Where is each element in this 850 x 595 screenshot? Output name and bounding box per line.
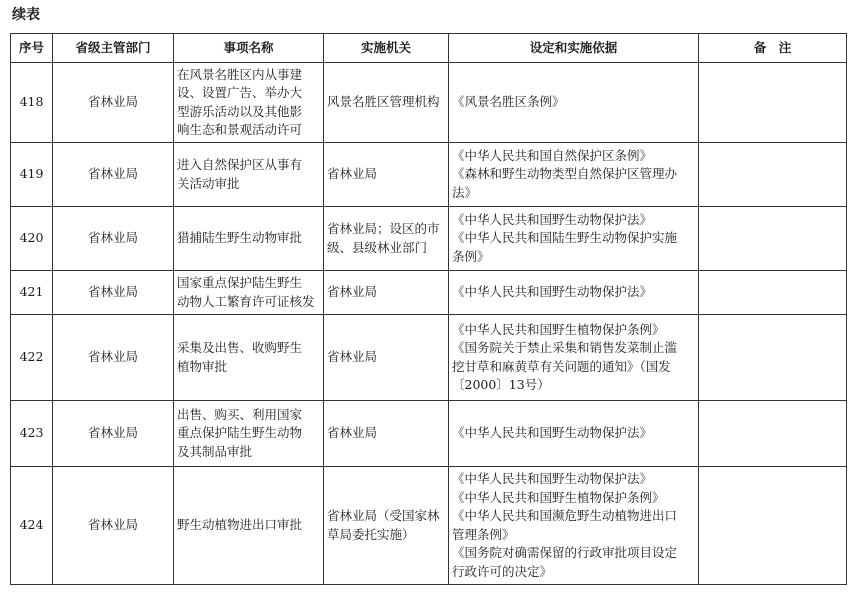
cell-basis-line: 《中华人民共和国濒危野生动植物进出口 xyxy=(452,508,678,523)
cell-item-line: 出售、购买、利用国家 xyxy=(177,406,303,422)
cell-agency-line: 草局委托实施） xyxy=(327,526,415,542)
cell-basis xyxy=(449,467,699,585)
cell-item xyxy=(174,271,324,315)
cell-dept: 省林业局 xyxy=(53,467,174,585)
cell-item-line: 关活动审批 xyxy=(177,175,240,191)
cell-dept: 省林业局 xyxy=(53,315,174,401)
cell-agency xyxy=(324,207,449,271)
table-row xyxy=(11,401,847,467)
cell-basis-line: 《中华人民共和国野生动物保护法》 xyxy=(452,471,653,486)
cell-seq: 418 xyxy=(11,63,53,143)
cell-remark xyxy=(699,271,847,315)
header-remark: 备 注 xyxy=(699,34,847,63)
cell-basis-line: 行政许可的决定》 xyxy=(452,563,553,579)
table-row xyxy=(11,63,847,143)
cell-agency xyxy=(324,467,449,585)
cell-basis-line: 条例》 xyxy=(452,248,490,264)
cell-basis xyxy=(449,315,699,401)
cell-agency xyxy=(324,63,449,143)
cell-basis-line: 《中华人民共和国野生动物保护法》 xyxy=(452,211,653,227)
cell-item-line: 型游乐活动以及其他影 xyxy=(177,103,303,119)
cell-item-line: 国家重点保护陆生野生 xyxy=(177,275,303,290)
table-caption: 续表 xyxy=(12,7,40,23)
cell-remark xyxy=(699,63,847,143)
cell-basis-line: 挖甘草和麻黄草有关问题的通知》（国发 xyxy=(452,358,671,374)
cell-item xyxy=(174,207,324,271)
cell-item-line: 动物人工繁育许可证核发 xyxy=(177,293,315,309)
cell-item-line: 重点保护陆生野生动物 xyxy=(177,425,303,441)
cell-agency xyxy=(324,143,449,207)
cell-item xyxy=(174,63,324,143)
cell-agency xyxy=(324,271,449,315)
cell-remark xyxy=(699,143,847,207)
cell-basis-line: 《森林和野生动物类型自然保护区管理办 xyxy=(452,166,678,182)
cell-item-line: 在风景名胜区内从事建 xyxy=(177,66,303,82)
cell-basis-line: 管理条例》 xyxy=(452,526,515,542)
cell-seq: 421 xyxy=(11,271,53,315)
cell-basis xyxy=(449,63,699,143)
cell-item xyxy=(174,315,324,401)
cell-item xyxy=(174,143,324,207)
cell-agency-line: 省林业局 xyxy=(327,349,378,365)
cell-dept: 省林业局 xyxy=(53,207,174,271)
cell-agency-line: 省林业局 xyxy=(327,425,378,441)
cell-item-line: 植物审批 xyxy=(177,358,228,374)
cell-basis-line: 《风景名胜区条例》 xyxy=(452,94,565,110)
cell-agency-line: 省林业局（受国家林 xyxy=(327,508,440,523)
cell-seq: 420 xyxy=(11,207,53,271)
cell-agency-line: 省林业局 xyxy=(327,284,378,300)
cell-basis-line: 《中华人民共和国野生动物保护法》 xyxy=(452,284,653,300)
cell-basis xyxy=(449,143,699,207)
table-row xyxy=(11,271,847,315)
cell-basis-line: 《国务院关于禁止采集和销售发菜制止滥 xyxy=(452,340,678,355)
cell-seq: 423 xyxy=(11,401,53,467)
cell-basis-line: 〔2000〕13号） xyxy=(452,377,550,392)
table-header-row xyxy=(11,34,847,63)
cell-seq: 422 xyxy=(11,315,53,401)
cell-agency-line: 省林业局 xyxy=(327,166,378,182)
cell-dept: 省林业局 xyxy=(53,271,174,315)
header-seq: 序号 xyxy=(11,34,53,63)
cell-basis xyxy=(449,207,699,271)
cell-seq: 419 xyxy=(11,143,53,207)
cell-item-line: 猎捕陆生野生动物审批 xyxy=(177,230,303,246)
cell-agency-line: 省林业局；设区的市 xyxy=(327,221,440,236)
cell-basis-line: 《国务院对确需保留的行政审批项目设定 xyxy=(452,545,678,560)
cell-item xyxy=(174,401,324,467)
cell-item-line: 进入自然保护区从事有 xyxy=(177,157,303,172)
header-dept: 省级主管部门 xyxy=(53,34,174,63)
cell-agency-line: 级、县级林业部门 xyxy=(327,239,428,255)
cell-basis-line: 《中华人民共和国陆生野生动物保护实施 xyxy=(452,230,678,246)
cell-agency xyxy=(324,401,449,467)
cell-agency xyxy=(324,315,449,401)
cell-dept: 省林业局 xyxy=(53,143,174,207)
table-row xyxy=(11,143,847,207)
cell-agency-line: 风景名胜区管理机构 xyxy=(327,94,440,110)
cell-item-line: 及其制品审批 xyxy=(177,443,253,459)
cell-item-line: 响生态和景观活动许可 xyxy=(177,122,303,137)
table-row xyxy=(11,467,847,585)
cell-remark xyxy=(699,207,847,271)
cell-basis-line: 《中华人民共和国野生植物保护条例》 xyxy=(452,321,665,337)
cell-basis xyxy=(449,401,699,467)
cell-dept: 省林业局 xyxy=(53,401,174,467)
cell-remark xyxy=(699,401,847,467)
table-row xyxy=(11,315,847,401)
header-agency: 实施机关 xyxy=(324,34,449,63)
cell-item-line: 采集及出售、收购野生 xyxy=(177,340,303,355)
cell-basis-line: 《中华人民共和国野生动物保护法》 xyxy=(452,425,653,441)
cell-dept: 省林业局 xyxy=(53,63,174,143)
cell-seq: 424 xyxy=(11,467,53,585)
table-row xyxy=(11,207,847,271)
approval-items-table xyxy=(10,33,847,585)
cell-remark xyxy=(699,467,847,585)
cell-basis-line: 《中华人民共和国野生植物保护条例》 xyxy=(452,489,665,505)
cell-basis xyxy=(449,271,699,315)
cell-remark xyxy=(699,315,847,401)
header-item: 事项名称 xyxy=(174,34,324,63)
cell-basis-line: 法》 xyxy=(452,184,478,200)
cell-item-line: 设、设置广告、举办大 xyxy=(177,85,303,100)
cell-basis-line: 《中华人民共和国自然保护区条例》 xyxy=(452,147,653,163)
cell-item-line: 野生动植物进出口审批 xyxy=(177,517,303,533)
header-basis: 设定和实施依据 xyxy=(449,34,699,63)
cell-item xyxy=(174,467,324,585)
